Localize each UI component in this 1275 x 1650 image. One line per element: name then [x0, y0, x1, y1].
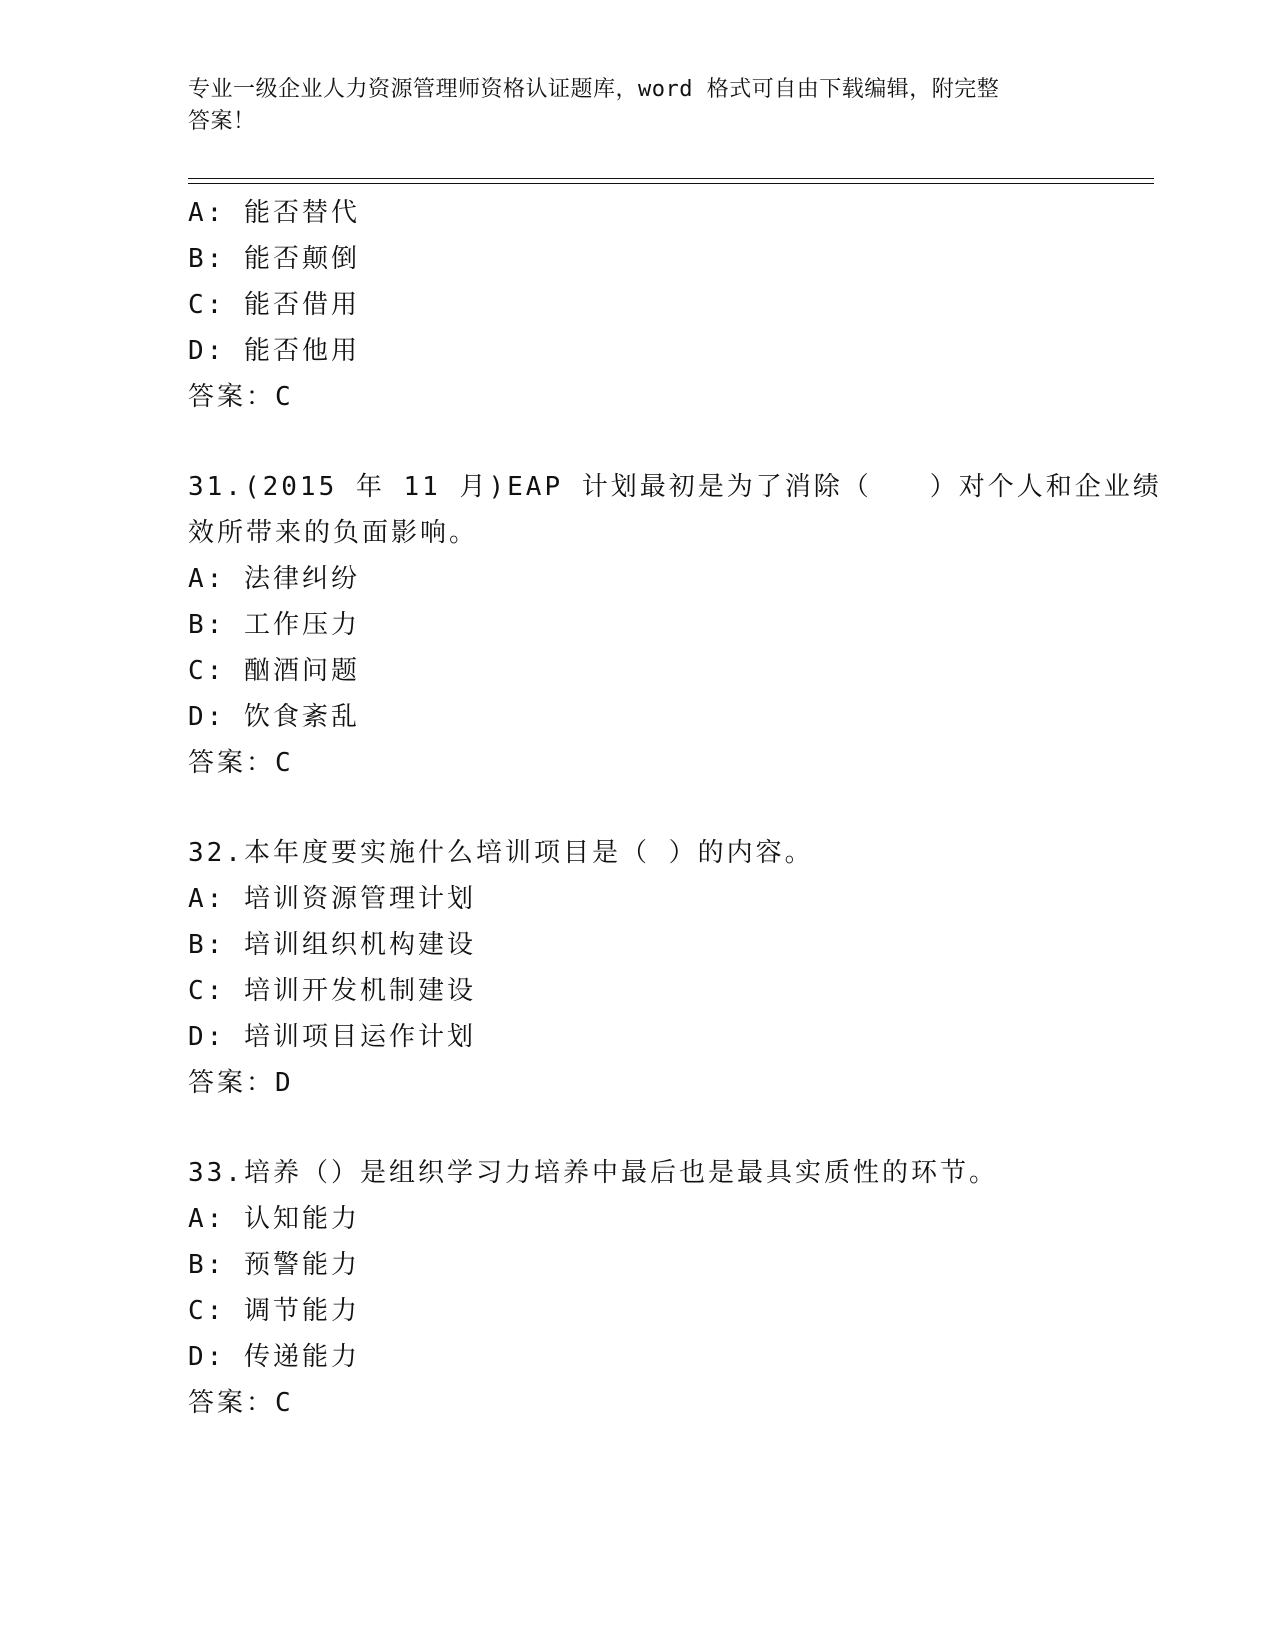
- option-d: D: 培训项目运作计划: [188, 1022, 476, 1052]
- answer: 答案：C: [188, 1388, 294, 1418]
- answer: 答案：D: [188, 1068, 294, 1098]
- question-text: 32.本年度要实施什么培训项目是（ ）的内容。: [188, 838, 814, 868]
- header-line-1: 专业一级企业人力资源管理师资格认证题库，word 格式可自由下载编辑，附完整: [188, 77, 1000, 102]
- question-text: 33.培养（）是组织学习力培养中最后也是最具实质性的环节。: [188, 1158, 998, 1188]
- question-text-line-2: 效所带来的负面影响。: [188, 518, 479, 548]
- header-line-2: 答案！: [188, 109, 256, 134]
- document-header: [188, 74, 1088, 138]
- header-divider-top: [188, 178, 1154, 179]
- question-32: [188, 830, 1088, 1106]
- header-divider-bottom: [188, 183, 1154, 184]
- question-31: [188, 464, 1162, 786]
- option-a: A: 培训资源管理计划: [188, 884, 476, 914]
- option-a: A: 能否替代: [188, 198, 360, 228]
- option-b: B: 工作压力: [188, 610, 360, 640]
- option-c: C: 酗酒问题: [188, 656, 360, 686]
- option-d: D: 能否他用: [188, 336, 360, 366]
- question-list: [188, 190, 1162, 1426]
- question-30: [188, 190, 1088, 420]
- option-c: C: 调节能力: [188, 1296, 360, 1326]
- option-b: B: 能否颠倒: [188, 244, 360, 274]
- option-a: A: 法律纠纷: [188, 564, 360, 594]
- answer: 答案：C: [188, 748, 294, 778]
- question-33: [188, 1150, 1088, 1426]
- option-b: B: 培训组织机构建设: [188, 930, 476, 960]
- option-d: D: 饮食紊乱: [188, 702, 360, 732]
- question-text-line-1: 31.(2015 年 11 月)EAP 计划最初是为了消除（ ）对个人和企业绩: [188, 472, 1162, 502]
- option-c: C: 能否借用: [188, 290, 360, 320]
- option-b: B: 预警能力: [188, 1250, 360, 1280]
- option-a: A: 认知能力: [188, 1204, 360, 1234]
- option-d: D: 传递能力: [188, 1342, 360, 1372]
- answer: 答案：C: [188, 382, 294, 412]
- option-c: C: 培训开发机制建设: [188, 976, 476, 1006]
